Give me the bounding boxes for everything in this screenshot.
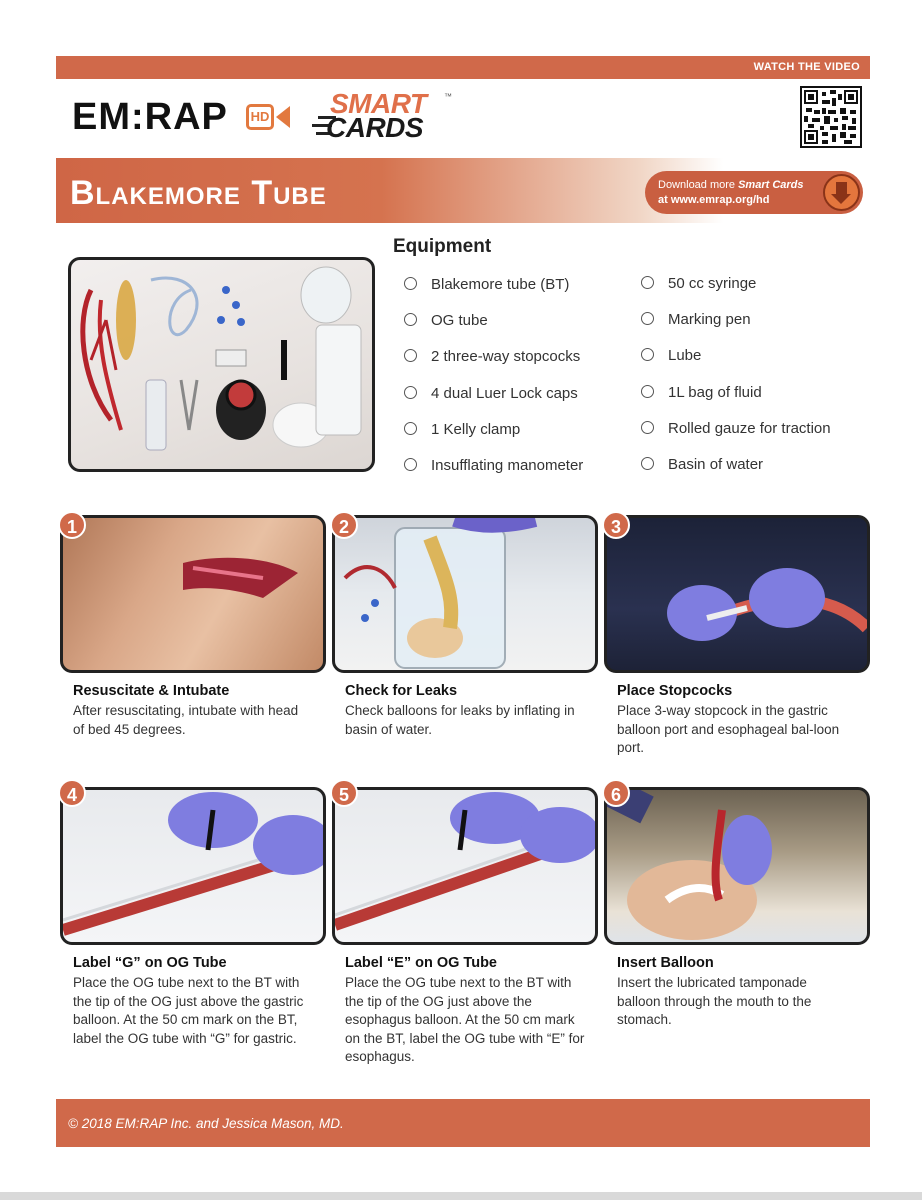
step-6-number: 6 xyxy=(602,779,630,807)
equipment-item-label: 2 three-way stopcocks xyxy=(431,348,581,366)
equipment-item[interactable] xyxy=(641,384,762,401)
checkbox-circle-icon[interactable] xyxy=(641,348,654,361)
step-3-title: Place Stopcocks xyxy=(617,683,733,699)
equipment-photo xyxy=(68,257,375,472)
hd-badge: HD xyxy=(246,104,274,130)
checkbox-circle-icon[interactable] xyxy=(641,385,654,398)
equipment-item-label: Basin of water xyxy=(668,456,764,473)
trademark: ™ xyxy=(444,92,452,101)
equipment-item-label: 1 Kelly clamp xyxy=(431,420,521,438)
download-url: at www.emrap.org/hd xyxy=(658,194,770,206)
step-5-photo xyxy=(332,787,598,945)
download-text-line1: Download more Smart Cards xyxy=(658,179,804,191)
checkbox-circle-icon[interactable] xyxy=(404,458,417,471)
equipment-item-label: 50 cc syringe xyxy=(668,275,757,292)
equipment-item[interactable] xyxy=(641,420,831,437)
step-6-title: Insert Balloon xyxy=(617,955,714,971)
smart-text: SMART xyxy=(330,88,427,119)
checkbox-circle-icon[interactable] xyxy=(641,457,654,470)
download-arrow-icon[interactable] xyxy=(823,174,860,211)
equipment-item-label: Blakemore tube (BT) xyxy=(431,276,570,293)
step-6-text: Insert the lubricated tamponade balloon through the mouth to the stomach. xyxy=(617,975,812,1027)
equipment-item[interactable] xyxy=(641,456,763,473)
step-6-photo xyxy=(604,787,870,945)
equipment-item-label: Rolled gauze for traction xyxy=(668,419,831,437)
step-4-title: Label “G” on OG Tube xyxy=(73,955,227,971)
equipment-item[interactable] xyxy=(404,457,583,474)
video-camera-icon xyxy=(276,106,290,128)
equipment-item[interactable] xyxy=(641,311,751,328)
equipment-heading: Equipment xyxy=(393,236,492,257)
page-title: Blakemore Tube xyxy=(70,174,327,212)
equipment-item[interactable] xyxy=(404,312,488,329)
step-2-number: 2 xyxy=(330,511,358,539)
step-3-photo xyxy=(604,515,870,673)
equipment-item-label: Lube xyxy=(668,347,702,365)
step-2-text: Check balloons for leaks by inflating in basin of water. xyxy=(345,703,575,737)
equipment-item-label: OG tube xyxy=(431,312,488,330)
step-4-number: 4 xyxy=(58,779,86,807)
step-5-title: Label “E” on OG Tube xyxy=(345,955,497,971)
equipment-item-label: 4 dual Luer Lock caps xyxy=(431,384,578,402)
equipment-item[interactable] xyxy=(404,276,569,293)
qr-code-icon[interactable] xyxy=(800,86,862,148)
checkbox-circle-icon[interactable] xyxy=(404,277,417,290)
copyright-text: © 2018 EM:RAP Inc. and Jessica Mason, MD. xyxy=(68,1116,344,1131)
step-2-photo xyxy=(332,515,598,673)
step-5-number: 5 xyxy=(330,779,358,807)
checkbox-circle-icon[interactable] xyxy=(404,386,417,399)
watch-video-link[interactable]: WATCH THE VIDEO xyxy=(753,61,860,73)
step-3-text: Place 3-way stopcock in the gastric balloon port and esophageal bal-loon port. xyxy=(617,703,840,755)
checkbox-circle-icon[interactable] xyxy=(404,349,417,362)
emrap-logo: EM:RAP xyxy=(72,96,228,138)
step-1-number: 1 xyxy=(58,511,86,539)
step-1-text: After resuscitating, intubate with head of bed 45 degrees. xyxy=(73,703,299,737)
step-5-text: Place the OG tube next to the BT with the tip of the OG just above the esophagus balloon. At the 50 cm mark on the BT, label the OG tube with “E” for esophagus. xyxy=(345,975,585,1064)
step-3-number: 3 xyxy=(602,511,630,539)
checkbox-circle-icon[interactable] xyxy=(404,313,417,326)
step-1-photo xyxy=(60,515,326,673)
checkbox-circle-icon[interactable] xyxy=(641,276,654,289)
step-4-photo xyxy=(60,787,326,945)
equipment-item[interactable] xyxy=(404,348,580,365)
cards-text: CARDS xyxy=(326,112,424,143)
equipment-item[interactable] xyxy=(641,275,756,292)
title-banner xyxy=(56,158,870,223)
checkbox-circle-icon[interactable] xyxy=(641,312,654,325)
equipment-item[interactable] xyxy=(641,347,701,364)
checkbox-circle-icon[interactable] xyxy=(641,421,654,434)
equipment-item-label: Insufflating manometer xyxy=(431,457,584,474)
checkbox-circle-icon[interactable] xyxy=(404,422,417,435)
equipment-item[interactable] xyxy=(404,421,520,438)
top-bar xyxy=(56,56,870,79)
equipment-item[interactable] xyxy=(404,385,578,402)
step-1-title: Resuscitate & Intubate xyxy=(73,683,230,699)
download-more-button[interactable] xyxy=(645,171,863,214)
footer-bar xyxy=(56,1099,870,1147)
step-2-title: Check for Leaks xyxy=(345,683,458,699)
step-4-text: Place the OG tube next to the BT with the tip of the OG just above the gastric balloon. At the 50 cm mark on the BT, label the OG tube with “G” for gastric. xyxy=(73,975,304,1046)
equipment-item-label: 1L bag of fluid xyxy=(668,383,762,401)
equipment-item-label: Marking pen xyxy=(668,311,751,329)
